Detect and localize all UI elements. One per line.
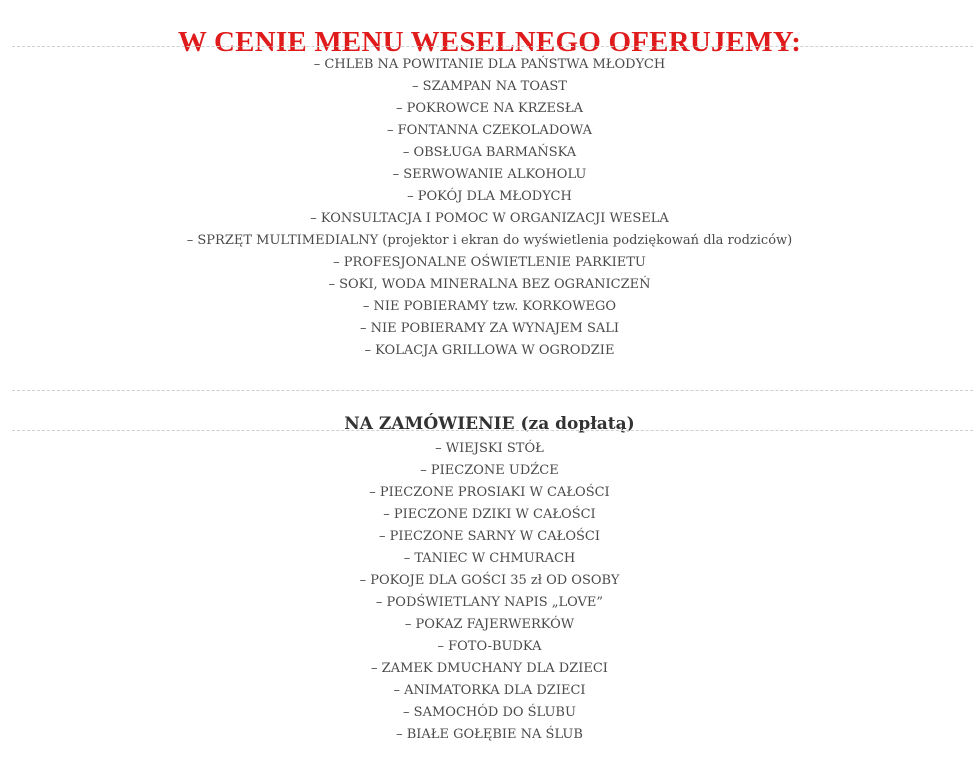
- list-item: – PROFESJONALNE OŚWIETLENIE PARKIETU: [333, 255, 646, 270]
- list-item: – PODŚWIETLANY NAPIS „LOVE”: [375, 595, 604, 610]
- list-item: – POKAZ FAJERWERKÓW: [404, 617, 575, 632]
- list-item: – KOLACJA GRILLOWA W OGRODZIE: [364, 343, 615, 358]
- list-item: – PIECZONE UDŹCE: [420, 463, 559, 478]
- list-item: – POKOJE DLA GOŚCI 35 zł OD OSOBY: [359, 573, 620, 588]
- extra-list: [0, 438, 979, 746]
- section-title: NA ZAMÓWIENIE (za dopłatą): [344, 414, 635, 435]
- included-list: [0, 54, 979, 362]
- page-title: W CENIE MENU WESELNEGO OFERUJEMY:: [177, 26, 802, 59]
- divider: [12, 46, 973, 47]
- divider: [12, 430, 973, 431]
- list-item: – BIAŁE GOŁĘBIE NA ŚLUB: [396, 727, 583, 742]
- list-item: – SOKI, WODA MINERALNA BEZ OGRANICZEŃ: [328, 277, 651, 292]
- list-item: – ZAMEK DMUCHANY DLA DZIECI: [371, 661, 608, 676]
- list-item: – WIEJSKI STÓŁ: [435, 441, 544, 456]
- list-item: – KONSULTACJA I POMOC W ORGANIZACJI WESELA: [310, 211, 669, 226]
- list-item: – TANIEC W CHMURACH: [403, 551, 576, 566]
- list-item: – OBSŁUGA BARMAŃSKA: [402, 145, 577, 160]
- list-item: – PIECZONE DZIKI W CAŁOŚCI: [383, 507, 596, 522]
- list-item: – ANIMATORKA DLA DZIECI: [393, 683, 586, 698]
- list-item: – NIE POBIERAMY ZA WYNAJEM SALI: [359, 321, 620, 336]
- list-item: – PIECZONE SARNY W CAŁOŚCI: [379, 529, 600, 544]
- list-item: – POKÓJ DLA MŁODYCH: [407, 189, 572, 204]
- list-item: – FONTANNA CZEKOLADOWA: [387, 123, 592, 138]
- list-item: – SZAMPAN NA TOAST: [412, 79, 567, 94]
- list-item: – SPRZĘT MULTIMEDIALNY (projektor i ekran do wyświetlenia podziękowań dla rodziców): [186, 233, 793, 248]
- list-item: – SERWOWANIE ALKOHOLU: [392, 167, 587, 182]
- list-item: – CHLEB NA POWITANIE DLA PAŃSTWA MŁODYCH: [313, 57, 666, 72]
- list-item: – FOTO-BUDKA: [437, 639, 542, 654]
- list-item: – POKROWCE NA KRZESŁA: [395, 101, 584, 116]
- list-item: – SAMOCHÓD DO ŚLUBU: [403, 705, 576, 720]
- list-item: – PIECZONE PROSIAKI W CAŁOŚCI: [369, 485, 610, 500]
- list-item: – NIE POBIERAMY tzw. KORKOWEGO: [362, 299, 617, 314]
- divider: [12, 390, 973, 391]
